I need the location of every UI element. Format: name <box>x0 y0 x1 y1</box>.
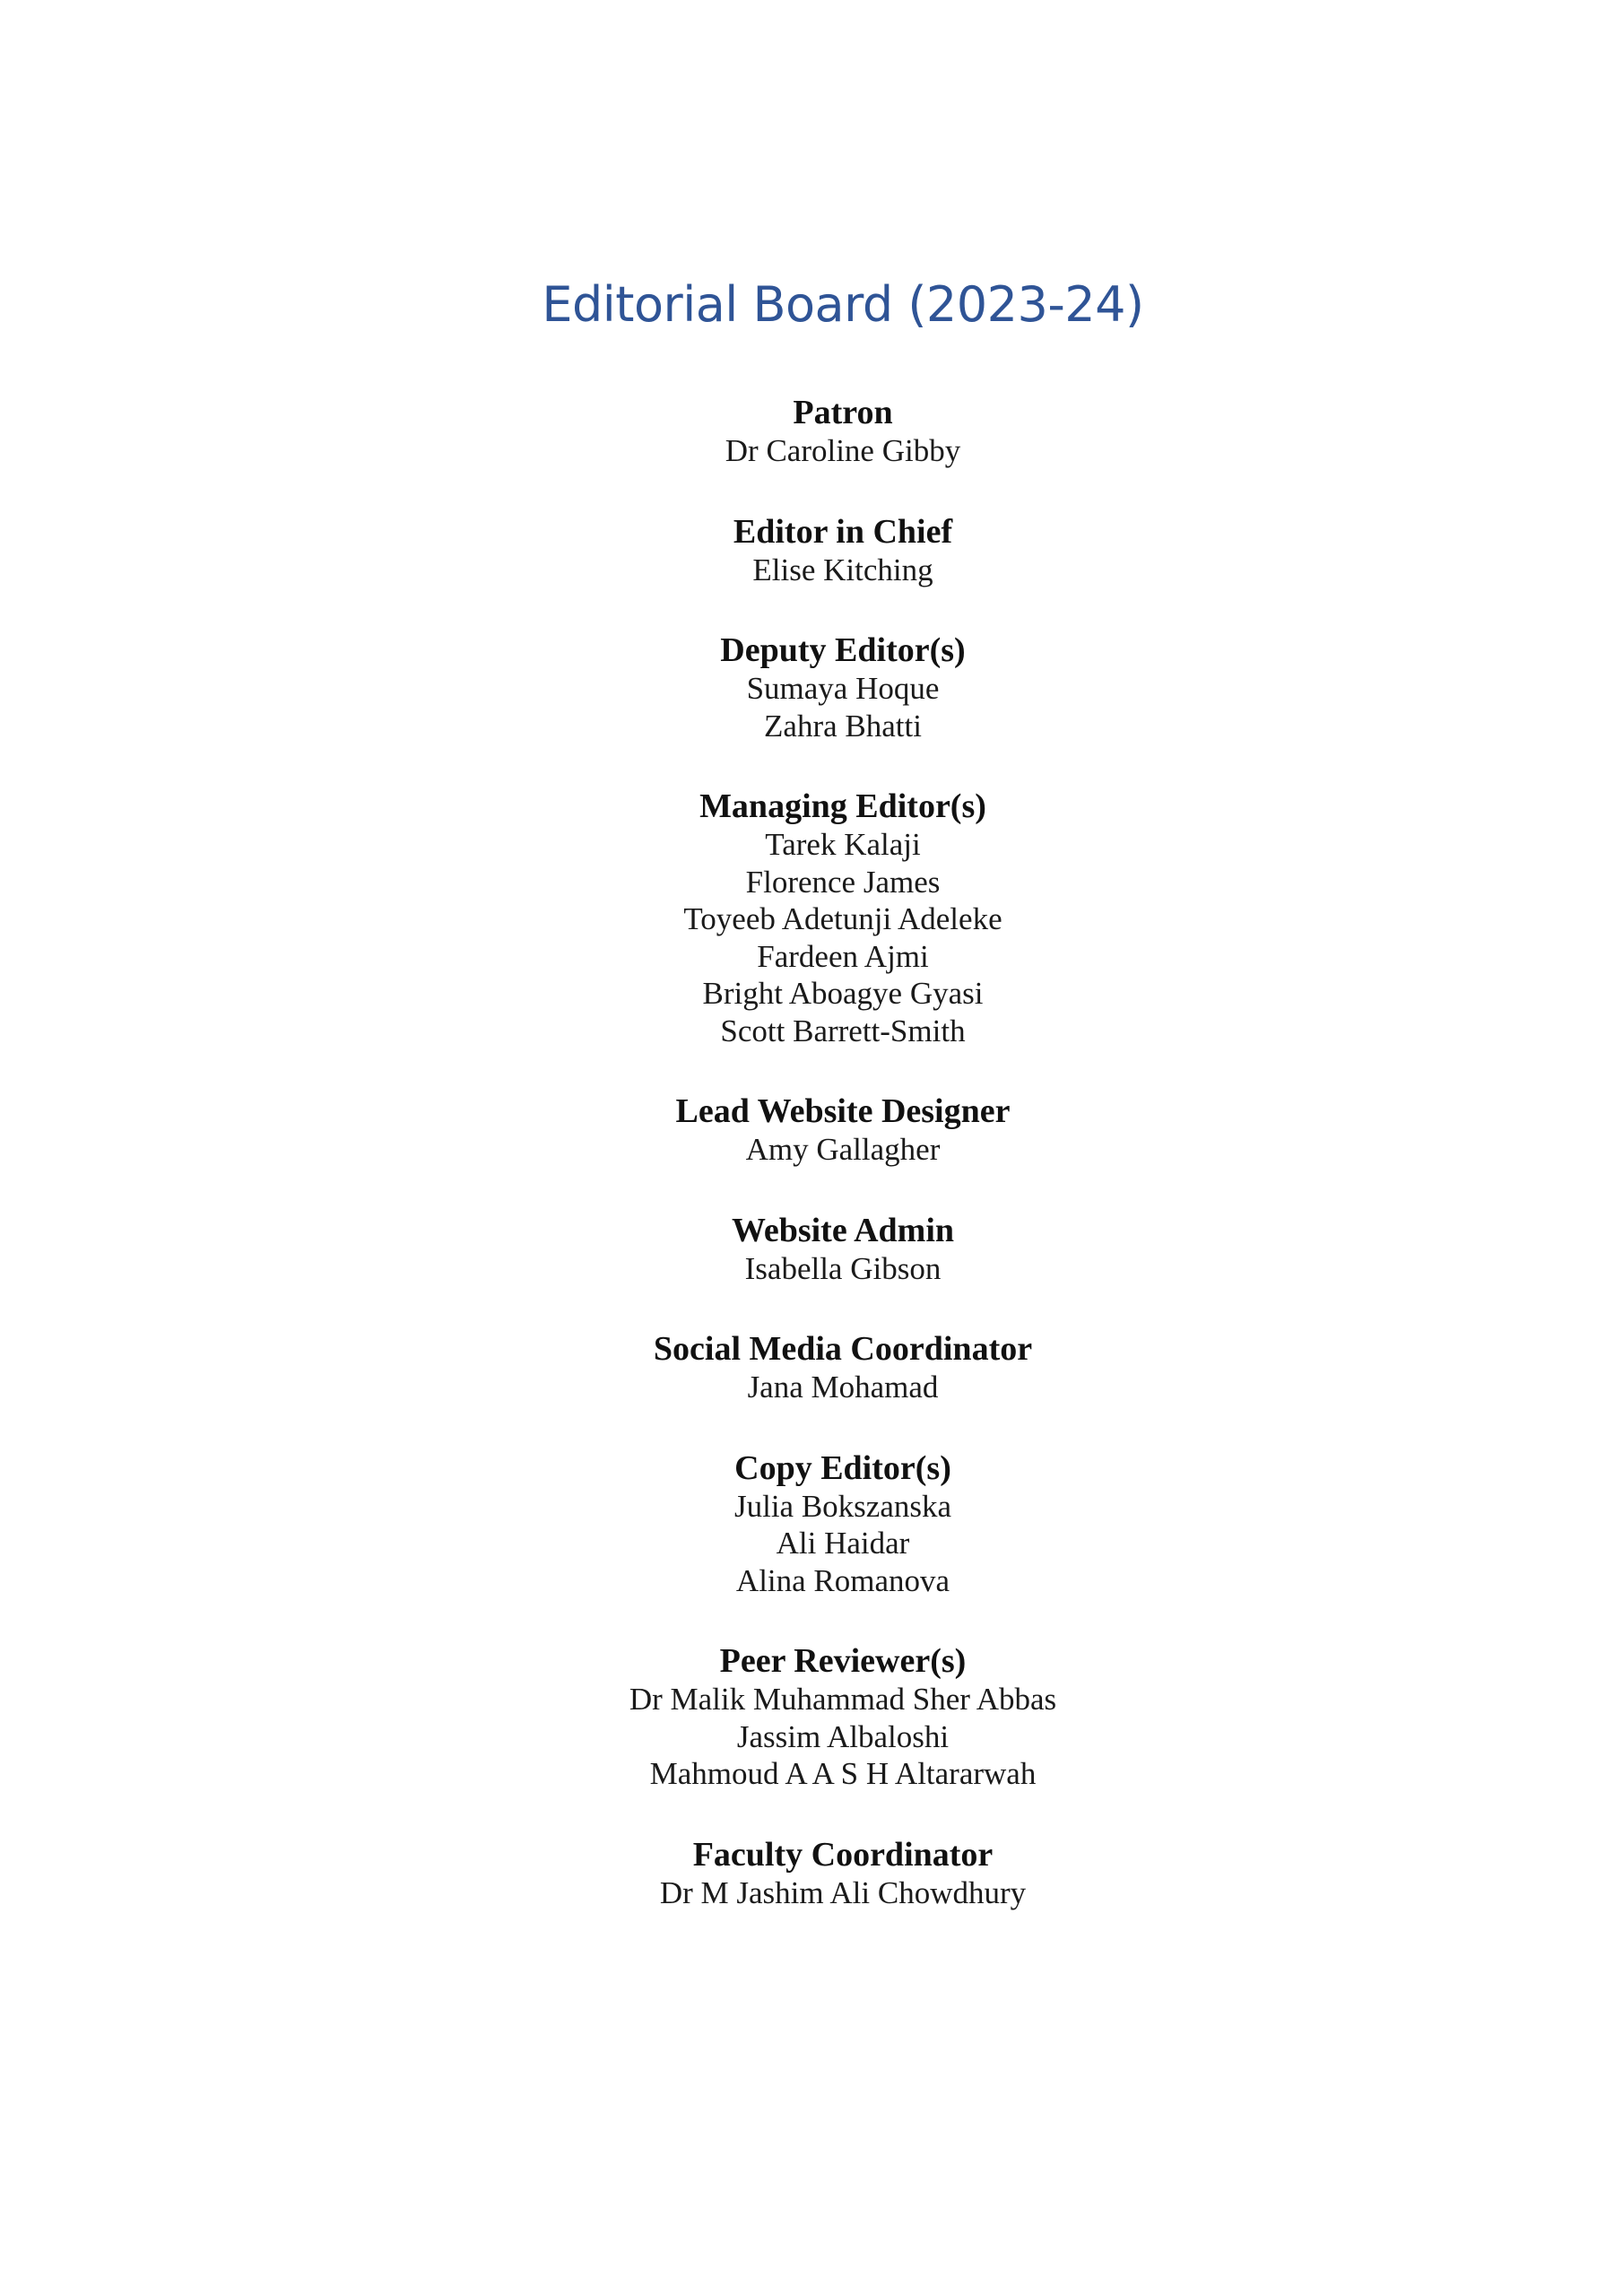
page-title: Editorial Board (2023-24) <box>542 276 1144 333</box>
role-heading: Peer Reviewer(s) <box>719 1642 967 1680</box>
section-lead-website-designer <box>0 1091 1623 1169</box>
member-name: Toyeeb Adetunji Adeleke <box>683 901 1002 936</box>
section-peer-reviewers <box>0 1641 1623 1793</box>
editorial-board-list <box>0 393 1623 1953</box>
role-heading: Deputy Editor(s) <box>720 631 966 669</box>
member-name: Jassim Albaloshi <box>736 1718 950 1754</box>
member-name: Bright Aboagye Gyasi <box>702 976 984 1011</box>
role-heading: Lead Website Designer <box>675 1092 1011 1130</box>
member-name: Dr M Jashim Ali Chowdhury <box>659 1874 1027 1910</box>
role-heading: Copy Editor(s) <box>734 1448 951 1487</box>
section-editor-in-chief <box>0 512 1623 589</box>
member-name: Amy Gallagher <box>745 1132 941 1167</box>
role-heading: Editor in Chief <box>733 512 953 551</box>
section-managing-editors <box>0 787 1623 1049</box>
section-website-admin <box>0 1211 1623 1288</box>
role-heading: Patron <box>793 394 893 431</box>
section-faculty-coordinator <box>0 1835 1623 1912</box>
member-name: Zahra Bhatti <box>764 708 922 744</box>
section-social-media-coordinator <box>0 1329 1623 1406</box>
member-name: Elise Kitching <box>752 552 933 587</box>
member-name: Tarek Kalaji <box>765 827 921 862</box>
role-heading: Social Media Coordinator <box>653 1330 1033 1368</box>
section-patron <box>0 393 1623 470</box>
member-name: Florence James <box>745 864 941 900</box>
member-name: Isabella Gibson <box>744 1250 942 1286</box>
member-name: Ali Haidar <box>776 1526 910 1561</box>
role-heading: Managing Editor(s) <box>699 787 986 825</box>
member-name: Fardeen Ajmi <box>757 938 929 974</box>
section-copy-editors <box>0 1448 1623 1600</box>
member-name: Julia Bokszanska <box>733 1488 952 1524</box>
member-name: Sumaya Hoque <box>746 671 940 706</box>
role-heading: Website Admin <box>731 1211 955 1249</box>
member-name: Alina Romanova <box>735 1562 950 1598</box>
member-name: Mahmoud A A S H Altararwah <box>649 1756 1037 1791</box>
member-name: Scott Barrett-Smith <box>720 1013 966 1048</box>
member-name: Jana Mohamad <box>747 1370 939 1405</box>
member-name: Dr Caroline Gibby <box>725 433 961 468</box>
section-deputy-editors <box>0 631 1623 744</box>
member-name: Dr Malik Muhammad Sher Abbas <box>629 1682 1057 1717</box>
role-heading: Faculty Coordinator <box>692 1835 994 1874</box>
